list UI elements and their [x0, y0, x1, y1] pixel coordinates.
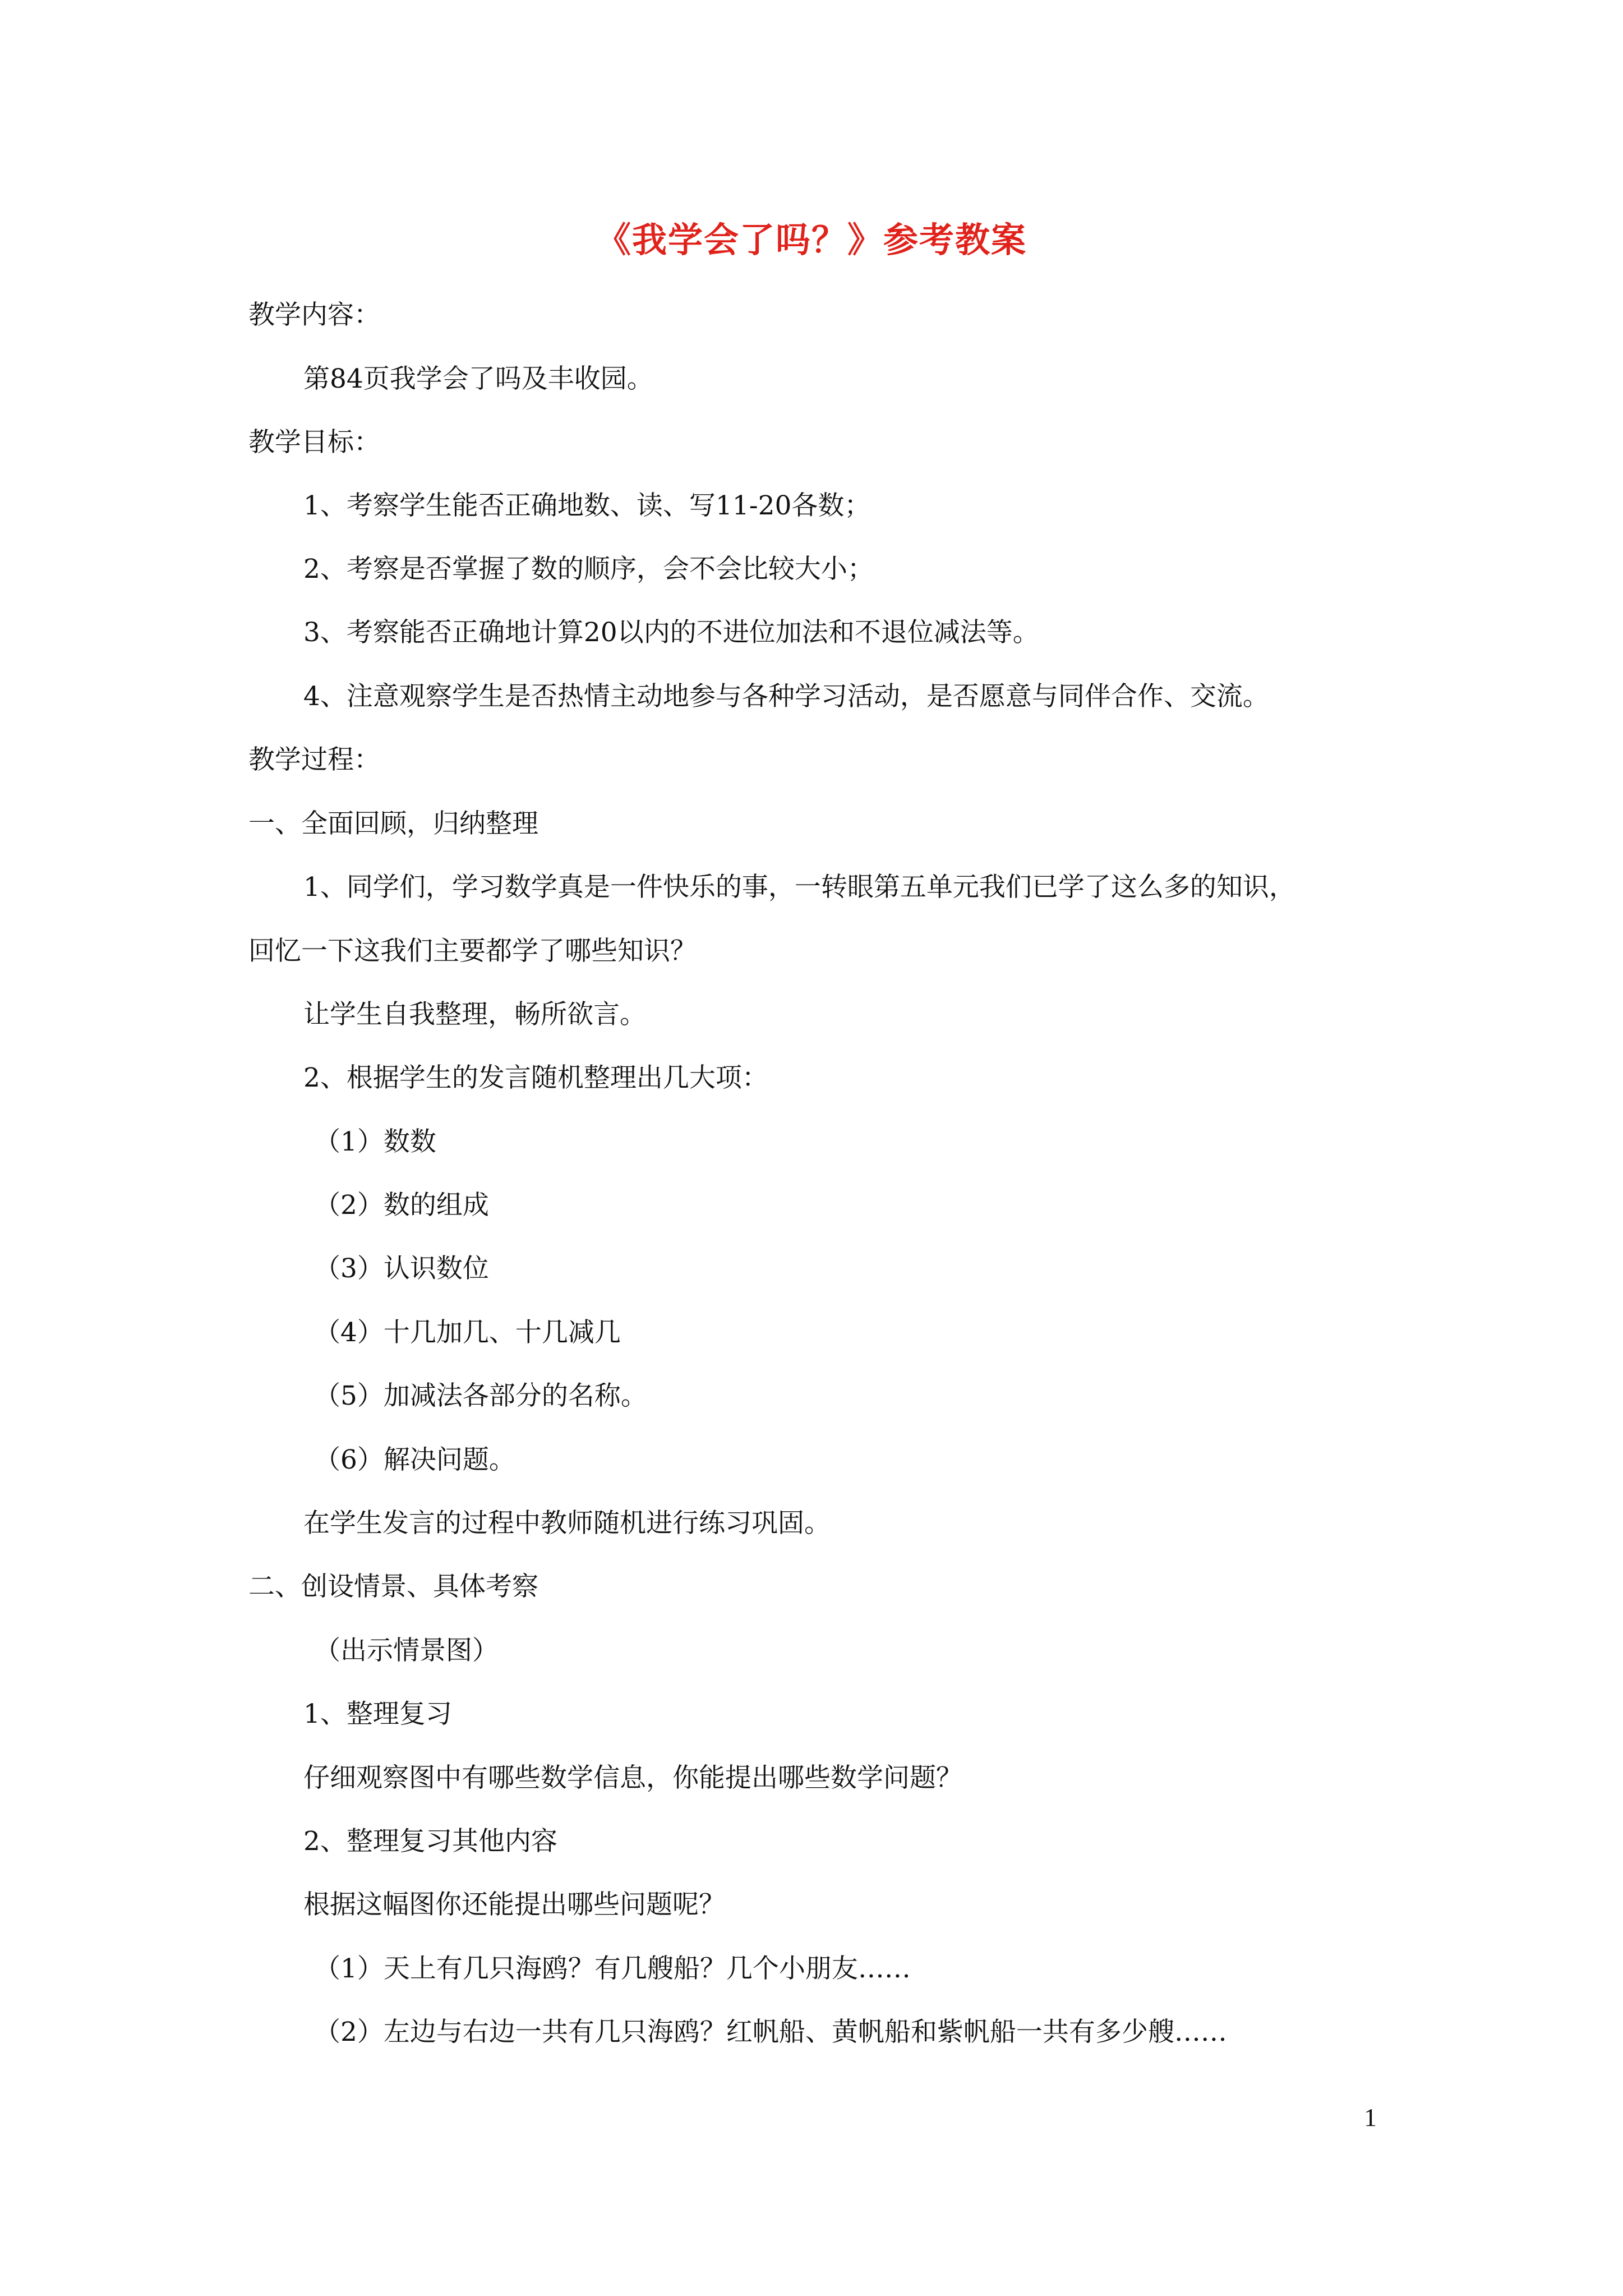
list-item: （2）数的组成 [314, 1190, 489, 1221]
paragraph: （出示情景图） [314, 1635, 499, 1666]
list-item: 1、考察学生能否正确地数、读、写11-20各数； [303, 490, 871, 521]
heading-teaching-goals: 教学目标： [248, 427, 380, 458]
list-item: 2、考察是否掌握了数的顺序，会不会比较大小； [303, 554, 874, 585]
page-number: 1 [1364, 2103, 1377, 2132]
paragraph: 1、同学们，学习数学真是一件快乐的事，一转眼第五单元我们已学了这么多的知识， [303, 872, 1295, 903]
section-heading: 二、创设情景、具体考察 [248, 1571, 538, 1602]
paragraph: 在学生发言的过程中教师随机进行练习巩固。 [303, 1508, 831, 1539]
list-item: （1）天上有几只海鸥？有几艘船？几个小朋友…… [314, 1953, 911, 1984]
heading-teaching-content: 教学内容： [248, 300, 380, 330]
paragraph: 仔细观察图中有哪些数学信息，你能提出哪些数学问题？ [303, 1763, 962, 1793]
list-item: （2）左边与右边一共有几只海鸥？红帆船、黄帆船和紫帆船一共有多少艘…… [314, 2017, 1227, 2047]
list-item: （3）认识数位 [314, 1253, 489, 1284]
paragraph: 1、整理复习 [303, 1699, 452, 1729]
list-item: 3、考察能否正确地计算20以内的不进位加法和不退位减法等。 [303, 617, 1039, 648]
paragraph: 2、整理复习其他内容 [303, 1826, 557, 1857]
list-item: （6）解决问题。 [314, 1444, 515, 1475]
heading-teaching-process: 教学过程： [248, 744, 380, 775]
paragraph: 根据这幅图你还能提出哪些问题呢？ [303, 1889, 725, 1920]
paragraph: 第84页我学会了吗及丰收园。 [303, 364, 653, 394]
list-item: （1）数数 [314, 1126, 436, 1157]
paragraph-continuation: 回忆一下这我们主要都学了哪些知识？ [248, 936, 697, 967]
paragraph: 2、根据学生的发言随机整理出几大项： [303, 1062, 768, 1093]
document-title: 《我学会了吗？》参考教案 [596, 219, 1027, 260]
section-heading: 一、全面回顾，归纳整理 [248, 808, 538, 839]
list-item: （5）加减法各部分的名称。 [314, 1381, 647, 1411]
paragraph: 让学生自我整理，畅所欲言。 [303, 999, 646, 1030]
list-item: （4）十几加几、十几减几 [314, 1317, 621, 1348]
list-item: 4、注意观察学生是否热情主动地参与各种学习活动，是否愿意与同伴合作、交流。 [303, 681, 1269, 712]
